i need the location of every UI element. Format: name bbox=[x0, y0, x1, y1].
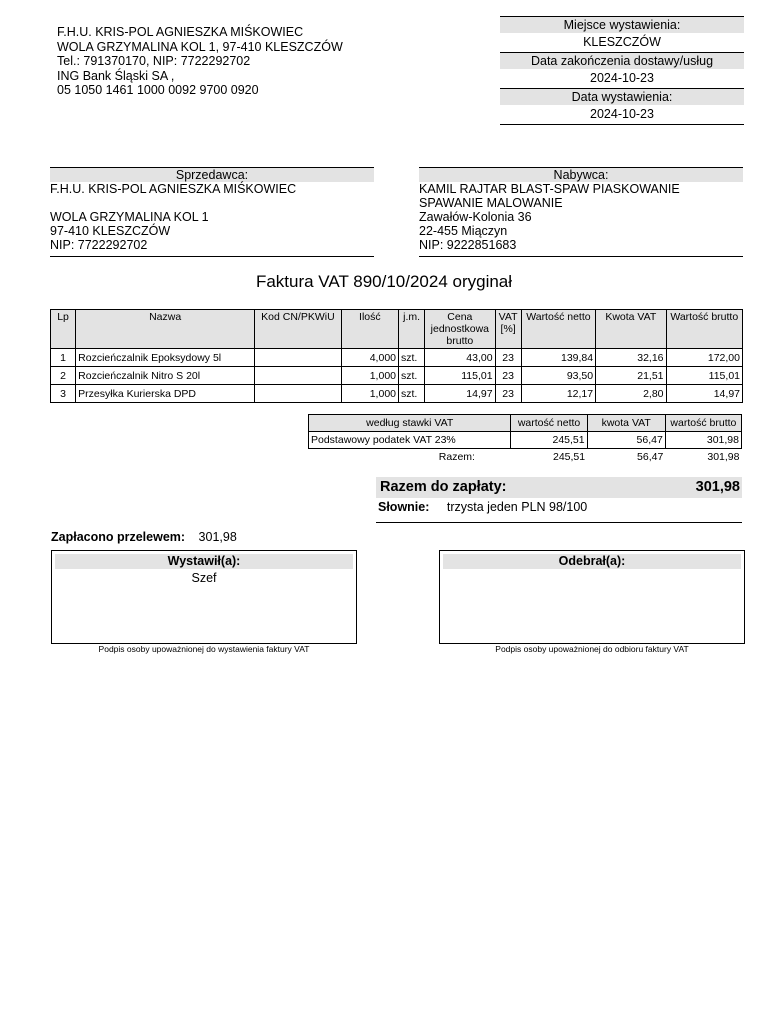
issuer-name: Szef bbox=[191, 571, 217, 585]
item-vat: 23 bbox=[495, 385, 521, 403]
item-unit: szt. bbox=[399, 385, 425, 403]
item-gross: 14,97 bbox=[666, 385, 742, 403]
issue-date-value: 2024-10-23 bbox=[590, 107, 654, 121]
total-due-box bbox=[376, 477, 742, 498]
item-gross: 115,01 bbox=[666, 367, 742, 385]
table-row bbox=[51, 349, 743, 367]
col-vat: VAT [%] bbox=[495, 310, 521, 349]
total-due-label: Razem do zapłaty: bbox=[380, 479, 507, 495]
col-vat-amount: Kwota VAT bbox=[596, 310, 666, 349]
item-vat-amount: 32,16 bbox=[596, 349, 666, 367]
vat-col-rate: według stawki VAT bbox=[309, 415, 511, 432]
delivery-date-label: Data zakończenia dostawy/usług bbox=[500, 52, 744, 69]
item-vat: 23 bbox=[495, 367, 521, 385]
vat-totals-net: 245,51 bbox=[553, 451, 586, 463]
issuer-heading: Wystawił(a): bbox=[55, 554, 353, 569]
col-gross: Wartość brutto bbox=[666, 310, 742, 349]
amount-in-words-label: Słownie: bbox=[378, 500, 430, 514]
buyer-divider bbox=[419, 256, 743, 257]
seller-nip: NIP: 7722292702 bbox=[50, 238, 148, 252]
item-net: 93,50 bbox=[521, 367, 595, 385]
items-header-row bbox=[51, 310, 743, 349]
col-name: Nazwa bbox=[76, 310, 255, 349]
vat-col-vat: kwota VAT bbox=[587, 415, 665, 432]
issue-date-label: Data wystawienia: bbox=[500, 88, 744, 105]
receiver-heading: Odebrał(a): bbox=[443, 554, 741, 569]
buyer-heading: Nabywca: bbox=[419, 167, 743, 182]
vat-summary-header-row bbox=[309, 415, 742, 432]
col-net: Wartość netto bbox=[521, 310, 595, 349]
delivery-date-value: 2024-10-23 bbox=[590, 71, 654, 85]
payment-label: Zapłacono przelewem: bbox=[51, 530, 186, 544]
seller-city: 97-410 KLESZCZÓW bbox=[50, 224, 171, 238]
seller-header bbox=[57, 25, 343, 98]
total-divider bbox=[376, 522, 742, 523]
item-lp: 3 bbox=[51, 385, 76, 403]
vat-rate-name: Podstawowy podatek VAT 23% bbox=[309, 432, 511, 449]
seller-header-name: F.H.U. KRIS-POL AGNIESZKA MIŚKOWIEC bbox=[57, 25, 304, 39]
vat-col-net: wartość netto bbox=[511, 415, 587, 432]
buyer-name-line2: SPAWANIE MALOWANIE bbox=[419, 196, 563, 210]
item-net: 12,17 bbox=[521, 385, 595, 403]
vat-col-gross: wartość brutto bbox=[665, 415, 741, 432]
item-code bbox=[255, 367, 342, 385]
seller-header-address: WOLA GRZYMALINA KOL 1, 97-410 KLESZCZÓW bbox=[57, 39, 343, 54]
payment-info bbox=[51, 530, 237, 544]
payment-value: 301,98 bbox=[198, 530, 237, 544]
item-lp: 2 bbox=[51, 367, 76, 385]
item-name: Rozcieńczalnik Nitro S 20l bbox=[76, 367, 255, 385]
item-name: Przesyłka Kurierska DPD bbox=[76, 385, 255, 403]
seller-header-contact: Tel.: 791370170, NIP: 7722292702 bbox=[57, 54, 251, 68]
vat-totals-vat: 56,47 bbox=[637, 451, 664, 463]
seller-name-line2 bbox=[50, 196, 374, 210]
vat-totals-label: Razem: bbox=[438, 451, 475, 463]
vat-totals-row bbox=[309, 449, 742, 466]
issuer-caption: Podpis osoby upoważnionej do wystawienia faktury VAT bbox=[98, 644, 310, 654]
item-code bbox=[255, 385, 342, 403]
item-vat-amount: 21,51 bbox=[596, 367, 666, 385]
item-name: Rozcieńczalnik Epoksydowy 5l bbox=[76, 349, 255, 367]
item-qty: 4,000 bbox=[341, 349, 398, 367]
amount-in-words bbox=[378, 500, 587, 514]
table-row bbox=[309, 432, 742, 449]
item-gross: 172,00 bbox=[666, 349, 742, 367]
seller-header-account: 05 1050 1461 1000 0092 9700 0920 bbox=[57, 83, 259, 97]
item-price: 115,01 bbox=[425, 367, 495, 385]
receiver-caption: Podpis osoby upoważnionej do odbioru faktury VAT bbox=[495, 644, 689, 654]
invoice-title: Faktura VAT 890/10/2024 oryginał bbox=[255, 272, 513, 291]
col-unit: j.m. bbox=[399, 310, 425, 349]
receiver-signature-box bbox=[439, 550, 745, 644]
col-lp: Lp bbox=[51, 310, 76, 349]
seller-name: F.H.U. KRIS-POL AGNIESZKA MIŚKOWIEC bbox=[50, 182, 297, 196]
items-table bbox=[50, 309, 743, 403]
buyer-street: Zawałów-Kolonia 36 bbox=[419, 210, 532, 224]
seller-section bbox=[50, 167, 374, 257]
vat-summary-table bbox=[308, 414, 742, 465]
item-unit: szt. bbox=[399, 349, 425, 367]
seller-heading: Sprzedawca: bbox=[50, 167, 374, 182]
col-code: Kod CN/PKWiU bbox=[255, 310, 342, 349]
seller-street: WOLA GRZYMALINA KOL 1 bbox=[50, 210, 209, 224]
item-code bbox=[255, 349, 342, 367]
total-due-value: 301,98 bbox=[695, 479, 740, 495]
vat-rate-gross: 301,98 bbox=[665, 432, 741, 449]
item-vat: 23 bbox=[495, 349, 521, 367]
seller-header-bank: ING Bank Śląski SA , bbox=[57, 68, 175, 83]
issue-info-box bbox=[500, 16, 744, 125]
col-price: Cena jednostkowa brutto bbox=[425, 310, 495, 349]
item-vat-amount: 2,80 bbox=[596, 385, 666, 403]
table-row bbox=[51, 385, 743, 403]
buyer-city: 22-455 Miączyn bbox=[419, 224, 508, 238]
seller-divider bbox=[50, 256, 374, 257]
vat-rate-net: 245,51 bbox=[511, 432, 587, 449]
issue-info-divider bbox=[500, 124, 744, 125]
buyer-nip: NIP: 9222851683 bbox=[419, 238, 517, 252]
issuer-signature-box bbox=[51, 550, 357, 644]
table-row bbox=[51, 367, 743, 385]
vat-totals-gross: 301,98 bbox=[707, 451, 740, 463]
buyer-name: KAMIL RAJTAR BLAST-SPAW PIASKOWANIE bbox=[419, 182, 680, 196]
item-qty: 1,000 bbox=[341, 367, 398, 385]
vat-rate-vat: 56,47 bbox=[587, 432, 665, 449]
item-unit: szt. bbox=[399, 367, 425, 385]
item-qty: 1,000 bbox=[341, 385, 398, 403]
amount-in-words-value: trzysta jeden PLN 98/100 bbox=[446, 500, 588, 514]
item-price: 14,97 bbox=[425, 385, 495, 403]
item-lp: 1 bbox=[51, 349, 76, 367]
item-price: 43,00 bbox=[425, 349, 495, 367]
place-value: KLESZCZÓW bbox=[583, 35, 661, 49]
place-label: Miejsce wystawienia: bbox=[500, 16, 744, 33]
col-qty: Ilość bbox=[341, 310, 398, 349]
buyer-section bbox=[419, 167, 743, 257]
item-net: 139,84 bbox=[521, 349, 595, 367]
